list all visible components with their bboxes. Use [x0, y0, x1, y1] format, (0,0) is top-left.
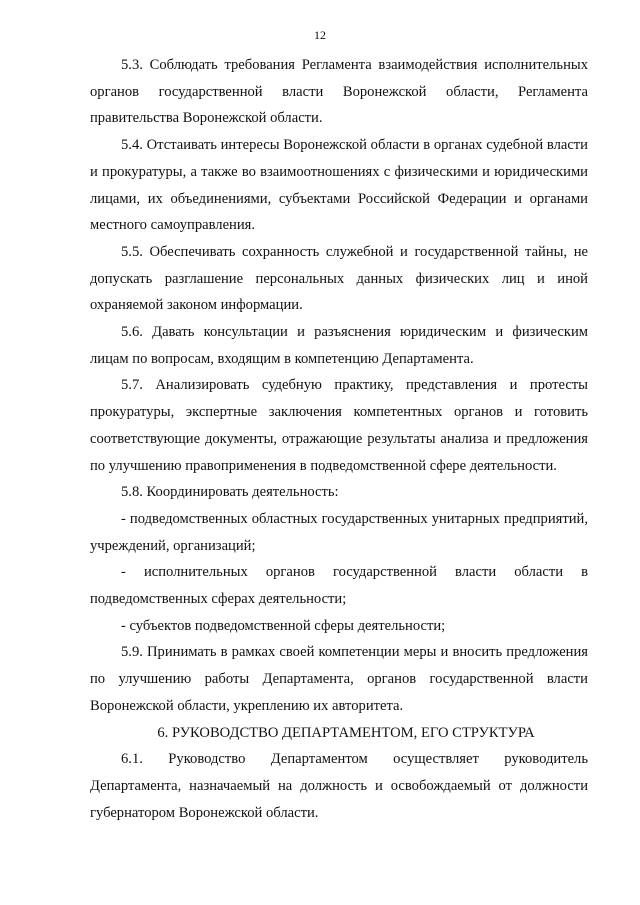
paragraph-6-1: 6.1. Руководство Департаментом осуществляет руководитель Департамента, назначаемый на должность и освобождаемый от должности губернатором Воронежской области. — [90, 751, 588, 821]
list-item-executive-bodies: - исполнительных органов государственной власти области в подведомственных сферах деятельности; — [90, 564, 588, 608]
list-item-subjects: - субъектов подведомственной сферы деятельности; — [121, 617, 446, 634]
paragraph-5-3: 5.3. Соблюдать требования Регламента взаимодействия исполнительных органов государственной власти Воронежской области, Регламента правительства Воронежской области. — [90, 57, 588, 127]
paragraph-5-7: 5.7. Анализировать судебную практику, представления и протесты прокуратуры, экспертные заключения компетентных органов и готовить соответствующие документы, отражающие результаты анализа и предложения по улучшению правоприменения в подведомственной сфере деятельности. — [90, 377, 588, 474]
paragraph-5-4: 5.4. Отстаивать интересы Воронежской области в органах судебной власти и прокуратуры, а также во взаимоотношениях с физическими и юридическими лицами, их объединениями, субъектами Российской Федерации и органами местного самоуправления. — [90, 137, 588, 234]
paragraph-5-5: 5.5. Обеспечивать сохранность служебной и государственной тайны, не допускать разглашение персональных данных физических лиц и иной охраняемой законом информации. — [90, 243, 588, 314]
section-heading: 6. РУКОВОДСТВО ДЕПАРТАМЕНТОМ, ЕГО СТРУКТУРА — [157, 724, 535, 741]
paragraph-5-6: 5.6. Давать консультации и разъяснения юридическим и физическим лицам по вопросам, входящим в компетенцию Департамента. — [90, 324, 588, 367]
page-number: 12 — [314, 28, 326, 42]
list-item-enterprises: - подведомственных областных государственных унитарных предприятий, учреждений, организаций; — [90, 510, 588, 554]
paragraph-5-8: 5.8. Координировать деятельность: — [121, 484, 339, 501]
paragraph-5-9: 5.9. Принимать в рамках своей компетенции меры и вносить предложения по улучшению работы Департамента, органов государственной власти Воронежской области, укреплению их авторитета. — [90, 644, 588, 714]
document-body — [90, 52, 588, 826]
